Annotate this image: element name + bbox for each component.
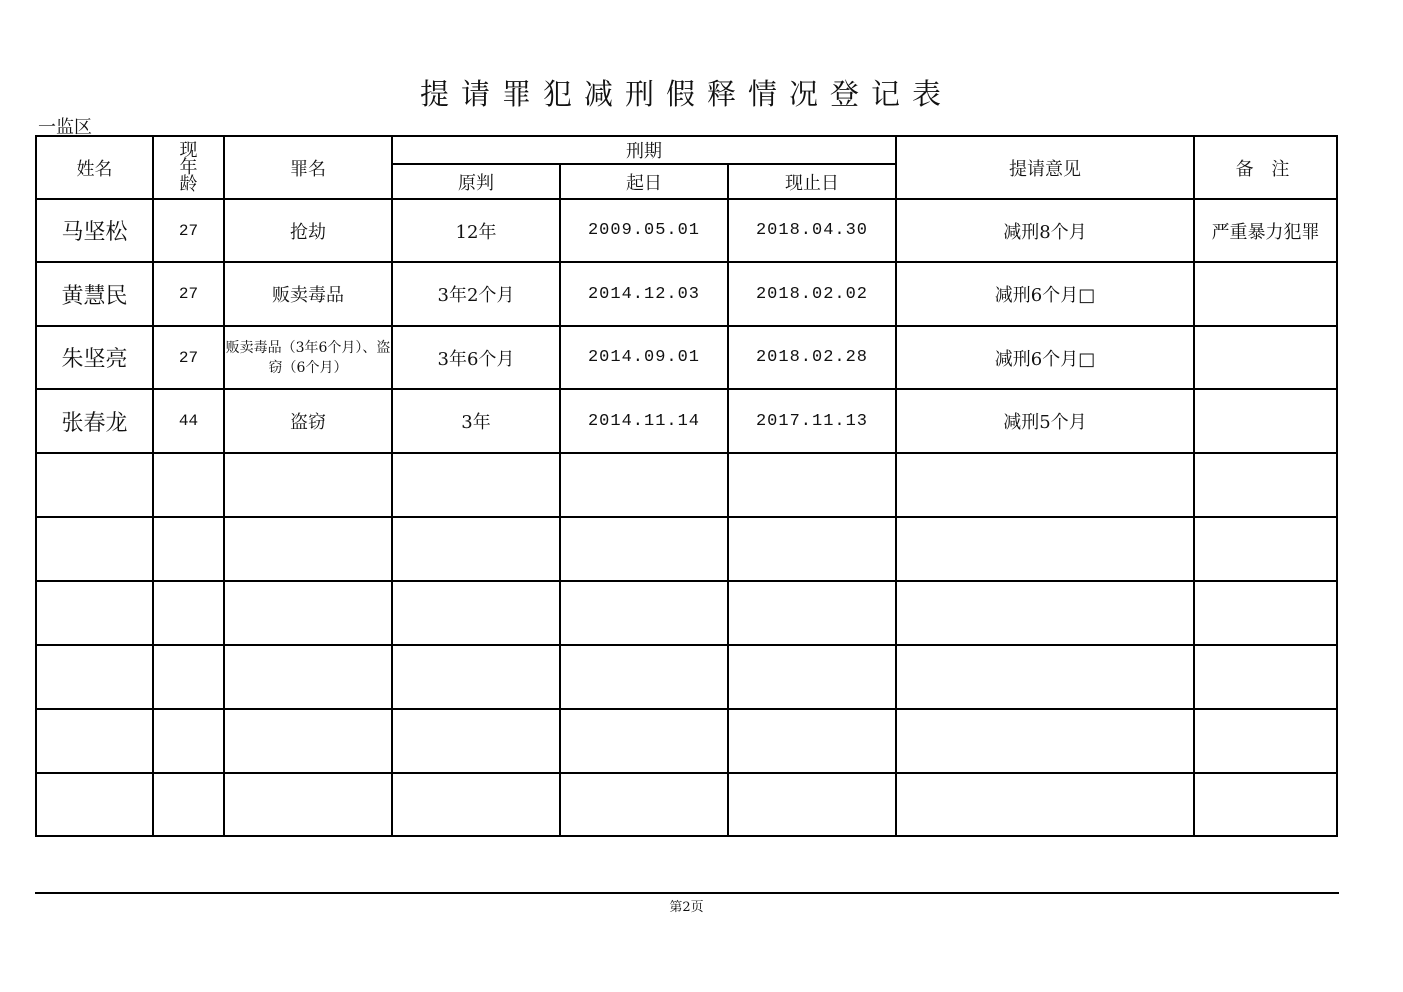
footer-divider bbox=[35, 892, 1339, 894]
empty-cell bbox=[1194, 773, 1337, 836]
empty-cell bbox=[728, 581, 896, 645]
empty-cell bbox=[36, 773, 153, 836]
empty-cell bbox=[728, 645, 896, 709]
cell-name: 张春龙 bbox=[36, 389, 153, 453]
cell-remark: 严重暴力犯罪 bbox=[1194, 199, 1337, 262]
empty-cell bbox=[224, 709, 392, 773]
empty-cell bbox=[1194, 709, 1337, 773]
empty-cell bbox=[36, 517, 153, 581]
empty-cell bbox=[728, 453, 896, 517]
empty-cell bbox=[36, 709, 153, 773]
district-label: 一监区 bbox=[38, 117, 92, 138]
empty-cell bbox=[896, 453, 1194, 517]
cell-start: 2014.09.01 bbox=[560, 326, 728, 389]
cell-age: 27 bbox=[153, 262, 224, 326]
empty-cell bbox=[728, 709, 896, 773]
table-row bbox=[36, 326, 1337, 389]
cell-crime: 抢劫 bbox=[224, 199, 392, 262]
table-row bbox=[36, 389, 1337, 453]
registration-table bbox=[35, 135, 1338, 837]
empty-row bbox=[36, 517, 1337, 581]
empty-cell bbox=[153, 581, 224, 645]
empty-cell bbox=[153, 453, 224, 517]
cell-opinion: 减刑8个月 bbox=[896, 199, 1194, 262]
cell-start: 2014.12.03 bbox=[560, 262, 728, 326]
cell-opinion: 减刑5个月 bbox=[896, 389, 1194, 453]
header-crime: 罪名 bbox=[224, 136, 392, 199]
empty-cell bbox=[728, 517, 896, 581]
empty-cell bbox=[896, 581, 1194, 645]
empty-cell bbox=[560, 453, 728, 517]
empty-cell bbox=[224, 581, 392, 645]
empty-row bbox=[36, 773, 1337, 836]
empty-cell bbox=[896, 709, 1194, 773]
empty-cell bbox=[560, 645, 728, 709]
cell-start: 2014.11.14 bbox=[560, 389, 728, 453]
cell-name: 黄慧民 bbox=[36, 262, 153, 326]
empty-row bbox=[36, 581, 1337, 645]
empty-cell bbox=[560, 581, 728, 645]
empty-cell bbox=[153, 709, 224, 773]
empty-cell bbox=[392, 645, 560, 709]
cell-remark bbox=[1194, 326, 1337, 389]
cell-original: 3年2个月 bbox=[392, 262, 560, 326]
cell-end: 2018.02.02 bbox=[728, 262, 896, 326]
empty-cell bbox=[392, 773, 560, 836]
cell-remark bbox=[1194, 262, 1337, 326]
cell-crime: 盗窃 bbox=[224, 389, 392, 453]
cell-crime: 贩卖毒品（3年6个月）、盗窃（6个月） bbox=[224, 326, 392, 389]
empty-cell bbox=[36, 645, 153, 709]
header-opinion: 提请意见 bbox=[896, 136, 1194, 199]
header-name: 姓名 bbox=[36, 136, 153, 199]
cell-end: 2018.02.28 bbox=[728, 326, 896, 389]
empty-cell bbox=[392, 453, 560, 517]
empty-cell bbox=[560, 517, 728, 581]
empty-cell bbox=[224, 517, 392, 581]
cell-remark bbox=[1194, 389, 1337, 453]
empty-cell bbox=[153, 773, 224, 836]
empty-cell bbox=[153, 645, 224, 709]
page-title: 提请罪犯减刑假释情况登记表 bbox=[419, 77, 953, 111]
cell-crime: 贩卖毒品 bbox=[224, 262, 392, 326]
cell-original: 3年 bbox=[392, 389, 560, 453]
empty-cell bbox=[560, 773, 728, 836]
cell-age: 27 bbox=[153, 199, 224, 262]
empty-row bbox=[36, 645, 1337, 709]
cell-age: 27 bbox=[153, 326, 224, 389]
empty-cell bbox=[36, 581, 153, 645]
cell-original: 12年 bbox=[392, 199, 560, 262]
empty-cell bbox=[153, 517, 224, 581]
cell-name: 朱坚亮 bbox=[36, 326, 153, 389]
cell-age: 44 bbox=[153, 389, 224, 453]
cell-end: 2017.11.13 bbox=[728, 389, 896, 453]
empty-cell bbox=[224, 773, 392, 836]
empty-cell bbox=[728, 773, 896, 836]
header-remark: 备 注 bbox=[1194, 136, 1337, 199]
cell-opinion: 减刑6个月□ bbox=[896, 262, 1194, 326]
empty-cell bbox=[1194, 581, 1337, 645]
header-original: 原判 bbox=[392, 164, 560, 199]
header-start: 起日 bbox=[560, 164, 728, 199]
page-number: 第2页 bbox=[669, 900, 704, 915]
cell-original: 3年6个月 bbox=[392, 326, 560, 389]
header-term: 刑期 bbox=[392, 136, 896, 164]
empty-cell bbox=[224, 453, 392, 517]
empty-cell bbox=[392, 517, 560, 581]
empty-row bbox=[36, 453, 1337, 517]
table-row bbox=[36, 199, 1337, 262]
empty-cell bbox=[1194, 517, 1337, 581]
empty-cell bbox=[392, 581, 560, 645]
empty-cell bbox=[392, 709, 560, 773]
empty-cell bbox=[896, 773, 1194, 836]
table-row bbox=[36, 262, 1337, 326]
empty-cell bbox=[560, 709, 728, 773]
empty-cell bbox=[1194, 645, 1337, 709]
cell-opinion: 减刑6个月□ bbox=[896, 326, 1194, 389]
cell-name: 马坚松 bbox=[36, 199, 153, 262]
empty-row bbox=[36, 709, 1337, 773]
empty-cell bbox=[1194, 453, 1337, 517]
empty-cell bbox=[36, 453, 153, 517]
empty-cell bbox=[896, 517, 1194, 581]
cell-start: 2009.05.01 bbox=[560, 199, 728, 262]
empty-cell bbox=[896, 645, 1194, 709]
cell-end: 2018.04.30 bbox=[728, 199, 896, 262]
header-end: 现止日 bbox=[728, 164, 896, 199]
empty-cell bbox=[224, 645, 392, 709]
header-age: 现 年 龄 bbox=[153, 136, 224, 199]
